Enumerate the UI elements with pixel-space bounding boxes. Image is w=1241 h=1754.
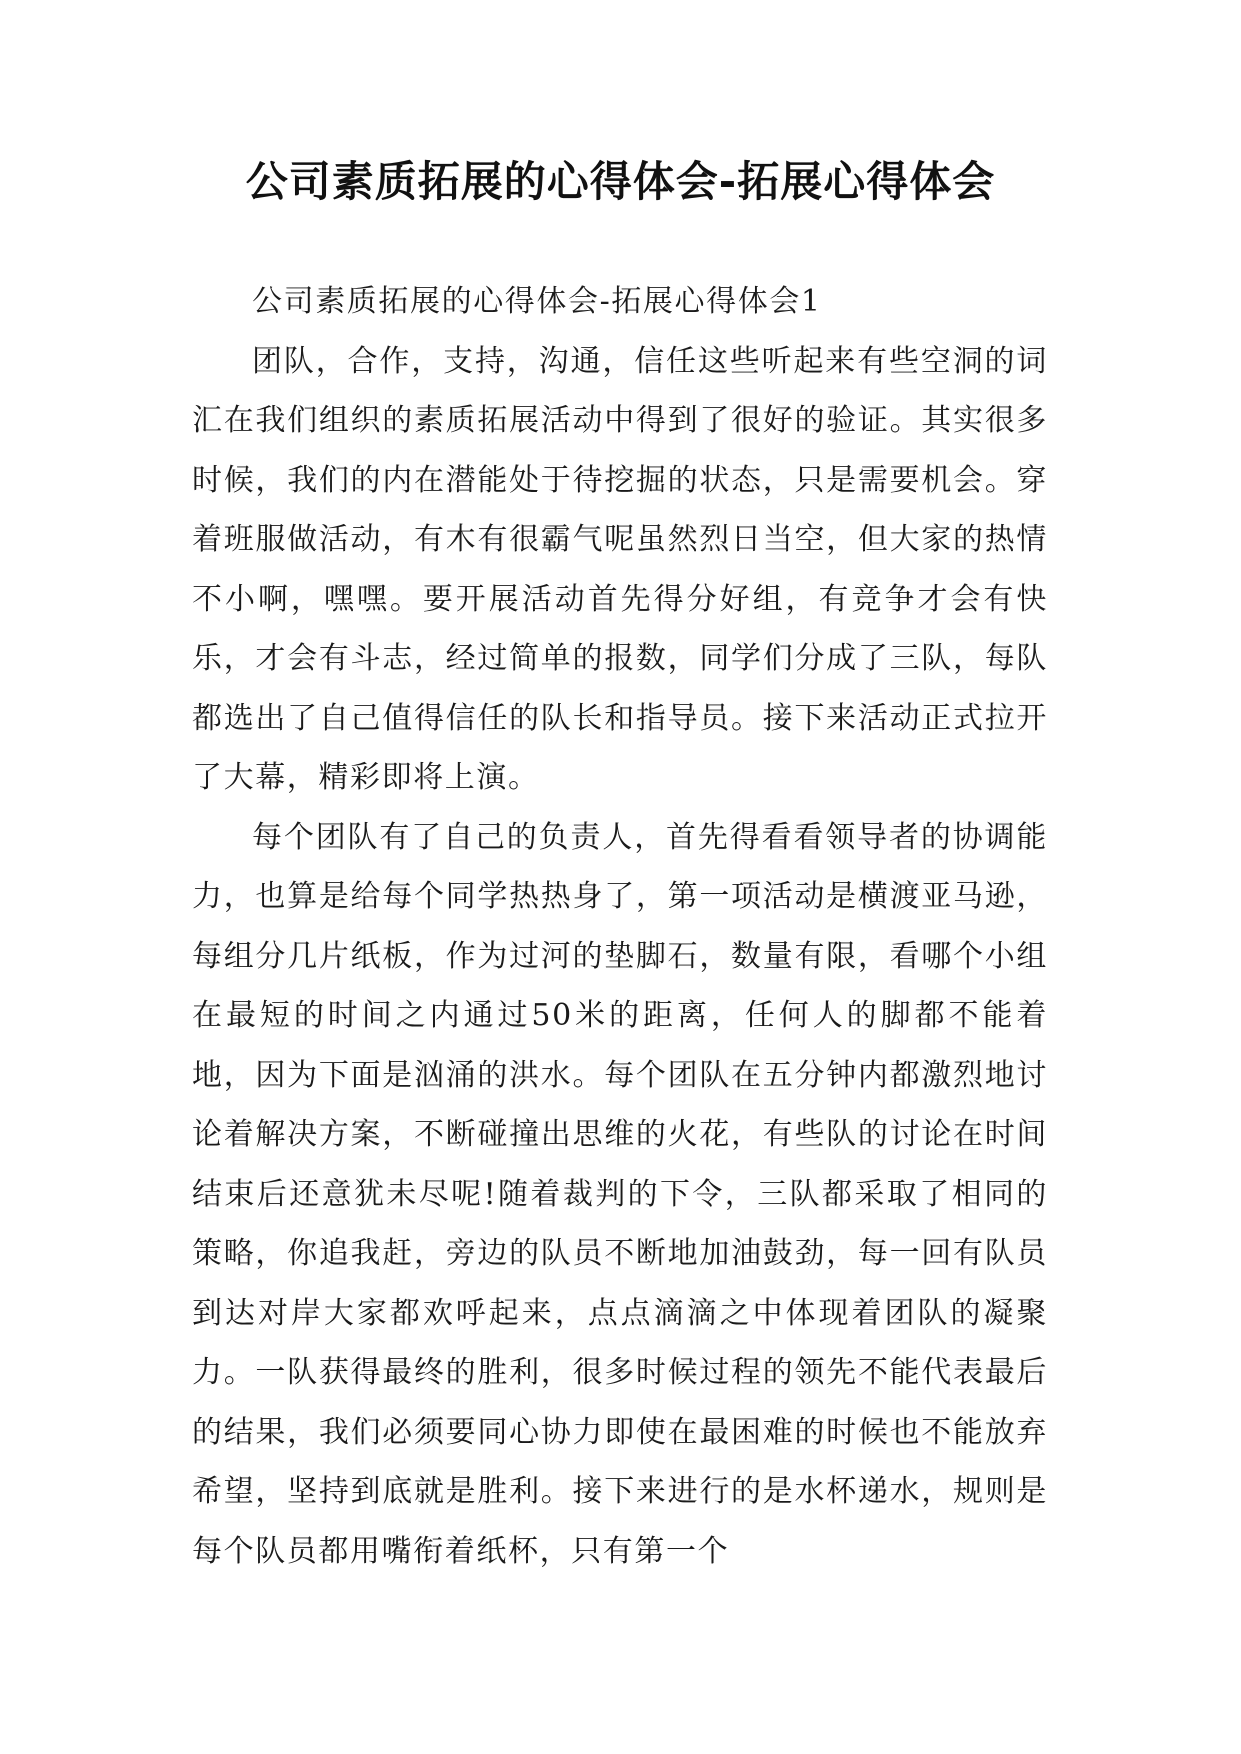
document-title: 公司素质拓展的心得体会-拓展心得体会	[245, 157, 996, 206]
body-paragraph: 每个团队有了自己的负责人，首先得看看领导者的协调能力，也算是给每个同学热热身了，第一项活动是横渡亚马逊，每组分几片纸板，作为过河的垫脚石，数量有限，看哪个小组在最短的时间之内通过50米的距离，任何人的脚都不能着地，因为下面是汹涌的洪水。每个团队在五分钟内都激烈地讨论着解决方案，不断碰撞出思维的火花，有些队的讨论在时间结束后还意犹未尽呢!随着裁判的下令，三队都采取了相同的策略，你追我赶，旁边的队员不断地加油鼓劲，每一回有队员到达对岸大家都欢呼起来，点点滴滴之中体现着团队的凝聚力。一队获得最终的胜利，很多时候过程的领先不能代表最后的结果，我们必须要同心协力即使在最困难的时候也不能放弃希望，坚持到底就是胜利。接下来进行的是水杯递水，规则是每个队员都用嘴衔着纸杯，只有第一个	[192, 819, 1048, 1569]
body-paragraph: 团队，合作，支持，沟通，信任这些听起来有些空洞的词汇在我们组织的素质拓展活动中得到了很好的验证。其实很多时候，我们的内在潜能处于待挖掘的状态，只是需要机会。穿着班服做活动，有木有很霸气呢虽然烈日当空，但大家的热情不小啊，嘿嘿。要开展活动首先得分好组，有竞争才会有快乐，才会有斗志，经过简单的报数，同学们分成了三队，每队都选出了自己值得信任的队长和指导员。接下来活动正式拉开了大幕，精彩即将上演。	[192, 343, 1048, 795]
section-heading: 公司素质拓展的心得体会-拓展心得体会1	[252, 284, 822, 319]
document-body	[192, 272, 1048, 1581]
